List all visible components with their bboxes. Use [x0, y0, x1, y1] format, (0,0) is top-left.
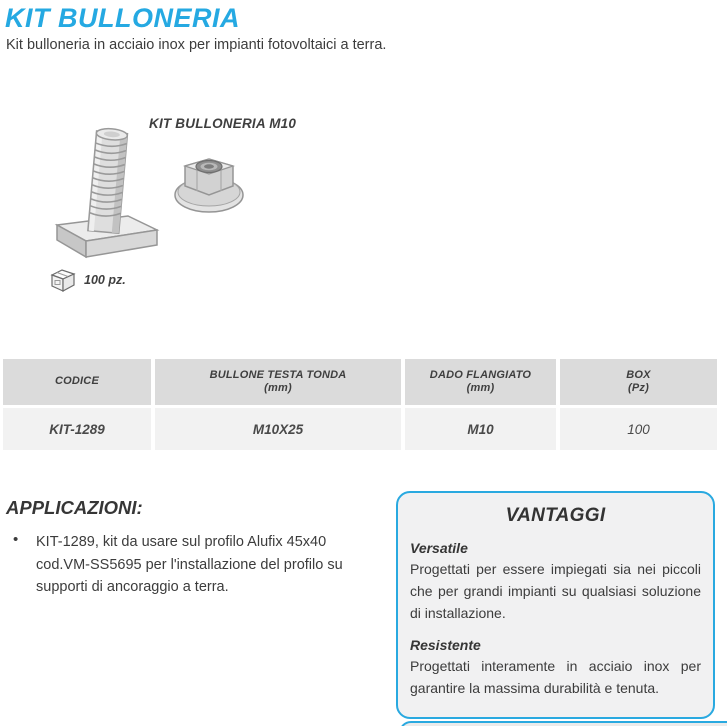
applications-heading: APPLICAZIONI: — [6, 497, 143, 518]
pack-quantity-row — [50, 267, 126, 293]
applications-item: KIT-1289, kit da usare sul profilo Alufix 45x40 cod.VM-SS5695 per l'installazione del profilo su supporti di ancoraggio a terra. — [36, 534, 343, 595]
advantage-text-versatile: Progettati per essere impiegati sia nei piccoli che per grandi impianti su qualsiasi soluzione di installazione. — [410, 561, 701, 621]
advantages-panel — [396, 491, 715, 719]
page-title: KIT BULLONERIA — [5, 3, 240, 33]
spec-table-header-row — [3, 359, 717, 405]
advantage-text-resistente: Progettati interamente in acciaio inox per garantire la massima durabilità e tenuta. — [410, 658, 701, 696]
cell-codice: KIT-1289 — [3, 408, 151, 450]
flanged-nut-image — [172, 150, 246, 216]
spec-table-data-row — [3, 408, 717, 450]
advantages-heading: VANTAGGI — [505, 505, 606, 526]
spec-table — [3, 359, 717, 450]
cell-bullone: M10X25 — [155, 408, 401, 450]
next-section-box-partial — [399, 721, 727, 726]
package-box-icon — [50, 267, 76, 293]
pack-quantity-label: 100 pz. — [84, 273, 126, 287]
header-cell-codice: CODICE — [3, 359, 151, 405]
cell-dado: M10 — [405, 408, 556, 450]
advantage-title-resistente: Resistente — [410, 637, 481, 653]
product-image-label: KIT BULLONERIA M10 — [149, 116, 297, 131]
header-cell-box: BOX (Pz) — [560, 359, 717, 405]
header-cell-bullone: BULLONE TESTA TONDA (mm) — [155, 359, 401, 405]
cell-box: 100 — [560, 408, 717, 450]
page-subtitle: Kit bulloneria in acciaio inox per impianti fotovoltaici a terra. — [6, 37, 387, 53]
t-head-bolt-image — [46, 124, 166, 266]
header-cell-dado: DADO FLANGIATO (mm) — [405, 359, 556, 405]
applications-bullet: • — [13, 531, 19, 548]
advantage-title-versatile: Versatile — [410, 540, 468, 556]
